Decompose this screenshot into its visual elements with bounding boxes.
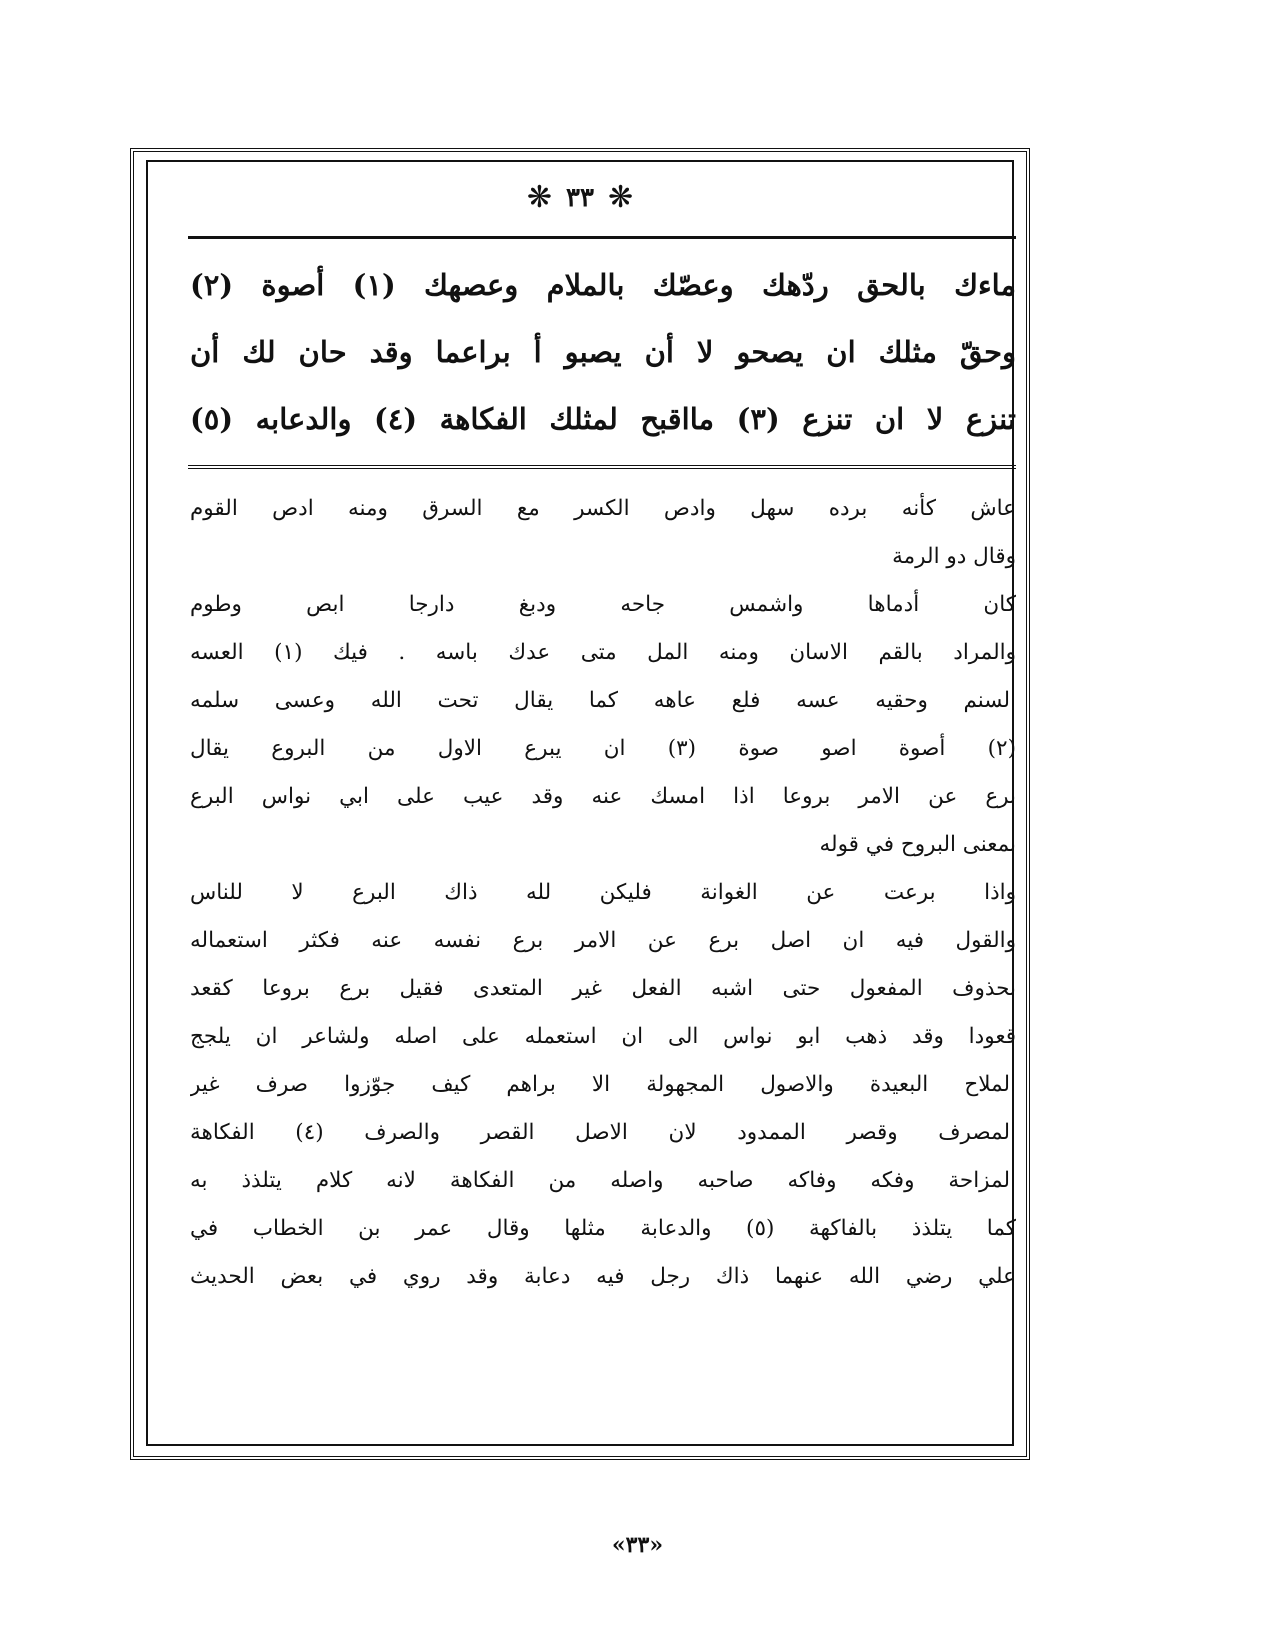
commentary-line: الملاح البعيدة والاصول المجهولة الا براهم كيف جوّزوا صرف غير (190, 1072, 1016, 1097)
section-divider (188, 465, 1016, 469)
commentary-line: بحذوف المفعول حتى اشبه الفعل غير المتعدى فقيل برع بروعا كقعد (190, 976, 1016, 1001)
commentary-line: كما يتلذذ بالفاكهة (٥) والدعابة مثلها وقال عمر بن الخطاب في (190, 1216, 1016, 1241)
ornament-icon: ❋ (526, 180, 553, 215)
commentary-line: المزاحة وفكه وفاكه صاحبه واصله من الفكاهة لانه كلام يتلذذ به (190, 1168, 1016, 1193)
commentary-line: عاش كأنه برده سهل وادص الكسر مع السرق ومنه ادص القوم (190, 496, 1016, 521)
poetry-line: وحقّ مثلك ان يصحو لا أن يصبو أ براعما وقد حان لك أن (190, 335, 1016, 369)
commentary-line: والمراد بالقم الاسان ومنه المل متى عدك باسه . فيك (١) العسه (190, 640, 1016, 665)
page-footer-number: «٣٣» (611, 1532, 664, 1558)
commentary-line: علي رضي الله عنهما ذاك رجل فيه دعابة وقد روي في بعض الحديث (190, 1264, 1016, 1289)
commentary-line: وقال دو الرمة (892, 544, 1016, 569)
commentary-line: المصرف وقصر الممدود لان الاصل القصر والصرف (٤) الفكاهة (190, 1120, 1016, 1145)
commentary-line: والقول فيه ان اصل برع عن الامر برع نفسه عنه فكثر استعماله (190, 928, 1016, 953)
commentary-line: برع عن الامر بروعا اذا امسك عنه وقد عيب على ابي نواس البرع (190, 784, 1016, 809)
header-rule (188, 236, 1016, 239)
commentary-line: كان أدماها واشمس جاحه ودبغ دارجا ابص وطوم (190, 592, 1016, 617)
commentary-line: (٢) أصوة اصو صوة (٣) ان يبرع الاول من البروع يقال (190, 736, 1016, 761)
poetry-block (190, 252, 1016, 453)
commentary-line: واذا برعت عن الغوانة فليكن لله ذاك البرع لا للناس (190, 880, 1016, 905)
poetry-line: ماءك بالحق ردّهك وعصّك بالملام وعصهك (١) أصوة (٢) (190, 268, 1016, 302)
page-header (146, 168, 1014, 228)
commentary-line: السنم وحقيه عسه فلع عاهه كما يقال تحت الله وعسى سلمه (190, 688, 1016, 713)
ornament-icon: ❋ (607, 180, 634, 215)
poetry-line: تنزع لا ان تنزع (٣) مااقبح لمثلك الفكاهة (٤) والدعابه (٥) (190, 402, 1016, 436)
page-number: ٣٣ (566, 183, 594, 213)
commentary-block (190, 485, 1016, 1301)
commentary-line: قعودا وقد ذهب ابو نواس الى ان استعمله على اصله ولشاعر ان يلجج (190, 1024, 1016, 1049)
commentary-line: بمعنى البروح في قوله (819, 832, 1016, 857)
